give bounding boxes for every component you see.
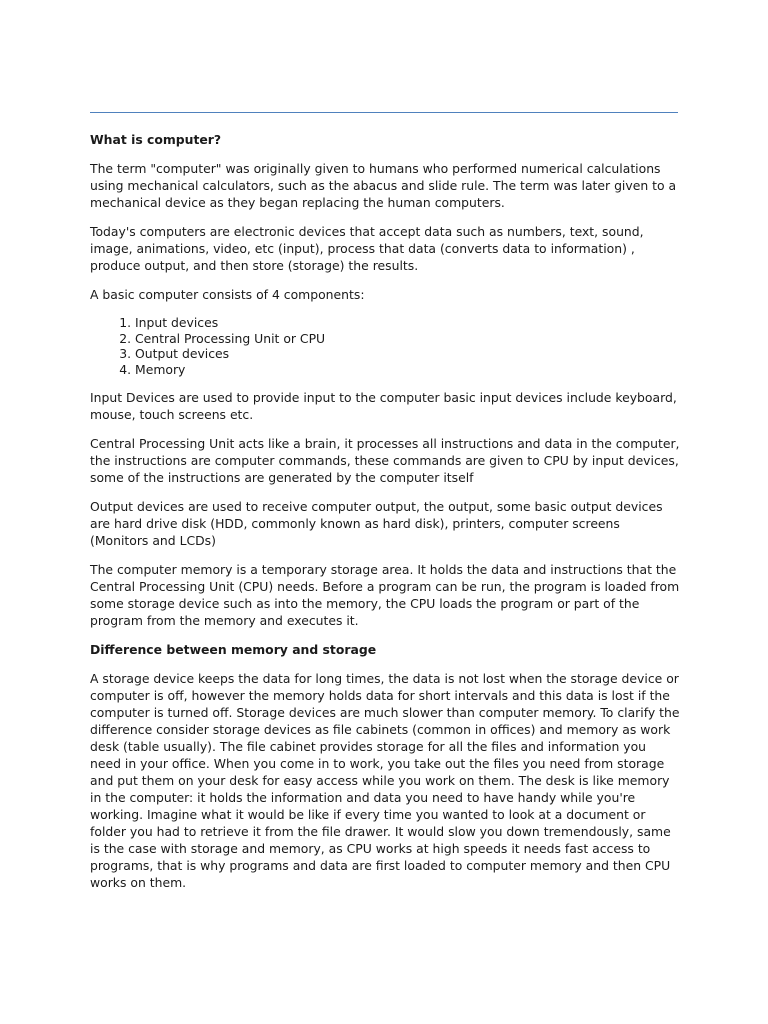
paragraph-output-devices: Output devices are used to receive computer output, the output, some basic output devices are hard drive disk (HDD, commonly known as hard disk), printers, computer screens (Monitors and LCDs) [90,499,663,548]
paragraph-todays-computers: Today's computers are electronic devices that accept data such as numbers, text, sound, image, animations, video, etc (input), process that data (converts data to information) , produce output, and then store (storage) the results. [90,224,644,273]
header-divider [90,112,678,113]
heading-memory-vs-storage: Difference between memory and storage [90,642,377,657]
paragraph-origin: The term "computer" was originally given to humans who performed numerical calculations using mechanical calculators, such as the abacus and slide rule. The term was later given to a mechanical device as they began replacing the human computers. [90,161,677,210]
list-item: 3. Output devices [135,346,680,362]
list-item: 2. Central Processing Unit or CPU [135,331,680,347]
list-item: 4. Memory [135,362,680,378]
document-body [90,131,680,903]
paragraph-cpu: Central Processing Unit acts like a brain, it processes all instructions and data in the computer, the instructions are computer commands, these commands are given to CPU by input devices, some of the instructions are generated by the computer itself [90,436,680,485]
heading-what-is-computer: What is computer? [90,132,222,147]
paragraph-components-intro: A basic computer consists of 4 components: [90,287,365,302]
paragraph-memory: The computer memory is a temporary storage area. It holds the data and instructions that the Central Processing Unit (CPU) needs. Before a program can be run, the program is loaded from some storage device such as into the memory, the CPU loads the program or part of the program from the memory and executes it. [90,562,680,628]
components-list [90,315,680,377]
paragraph-input-devices: Input Devices are used to provide input to the computer basic input devices include keyboard, mouse, touch screens etc. [90,390,677,422]
list-item: 1. Input devices [135,315,680,331]
paragraph-memory-storage-difference: A storage device keeps the data for long times, the data is not lost when the storage device or computer is off, however the memory holds data for short intervals and this data is lost if the computer is turned off. Storage devices are much slower than computer memory. To clarify the difference consider storage devices as file cabinets (common in offices) and memory as work desk (table usually). The file cabinet provides storage for all the files and information you need in your office. When you come in to work, you take out the files you need from storage and put them on your desk for easy access while you work on them. The desk is like memory in the computer: it holds the information and data you need to have handy while you're working. Imagine what it would be like if every time you wanted to look at a document or folder you had to retrieve it from the file drawer. It would slow you down tremendously, same is the case with storage and memory, as CPU works at high speeds it needs fast access to programs, that is why programs and data are first loaded to computer memory and then CPU works on them. [90,671,680,890]
